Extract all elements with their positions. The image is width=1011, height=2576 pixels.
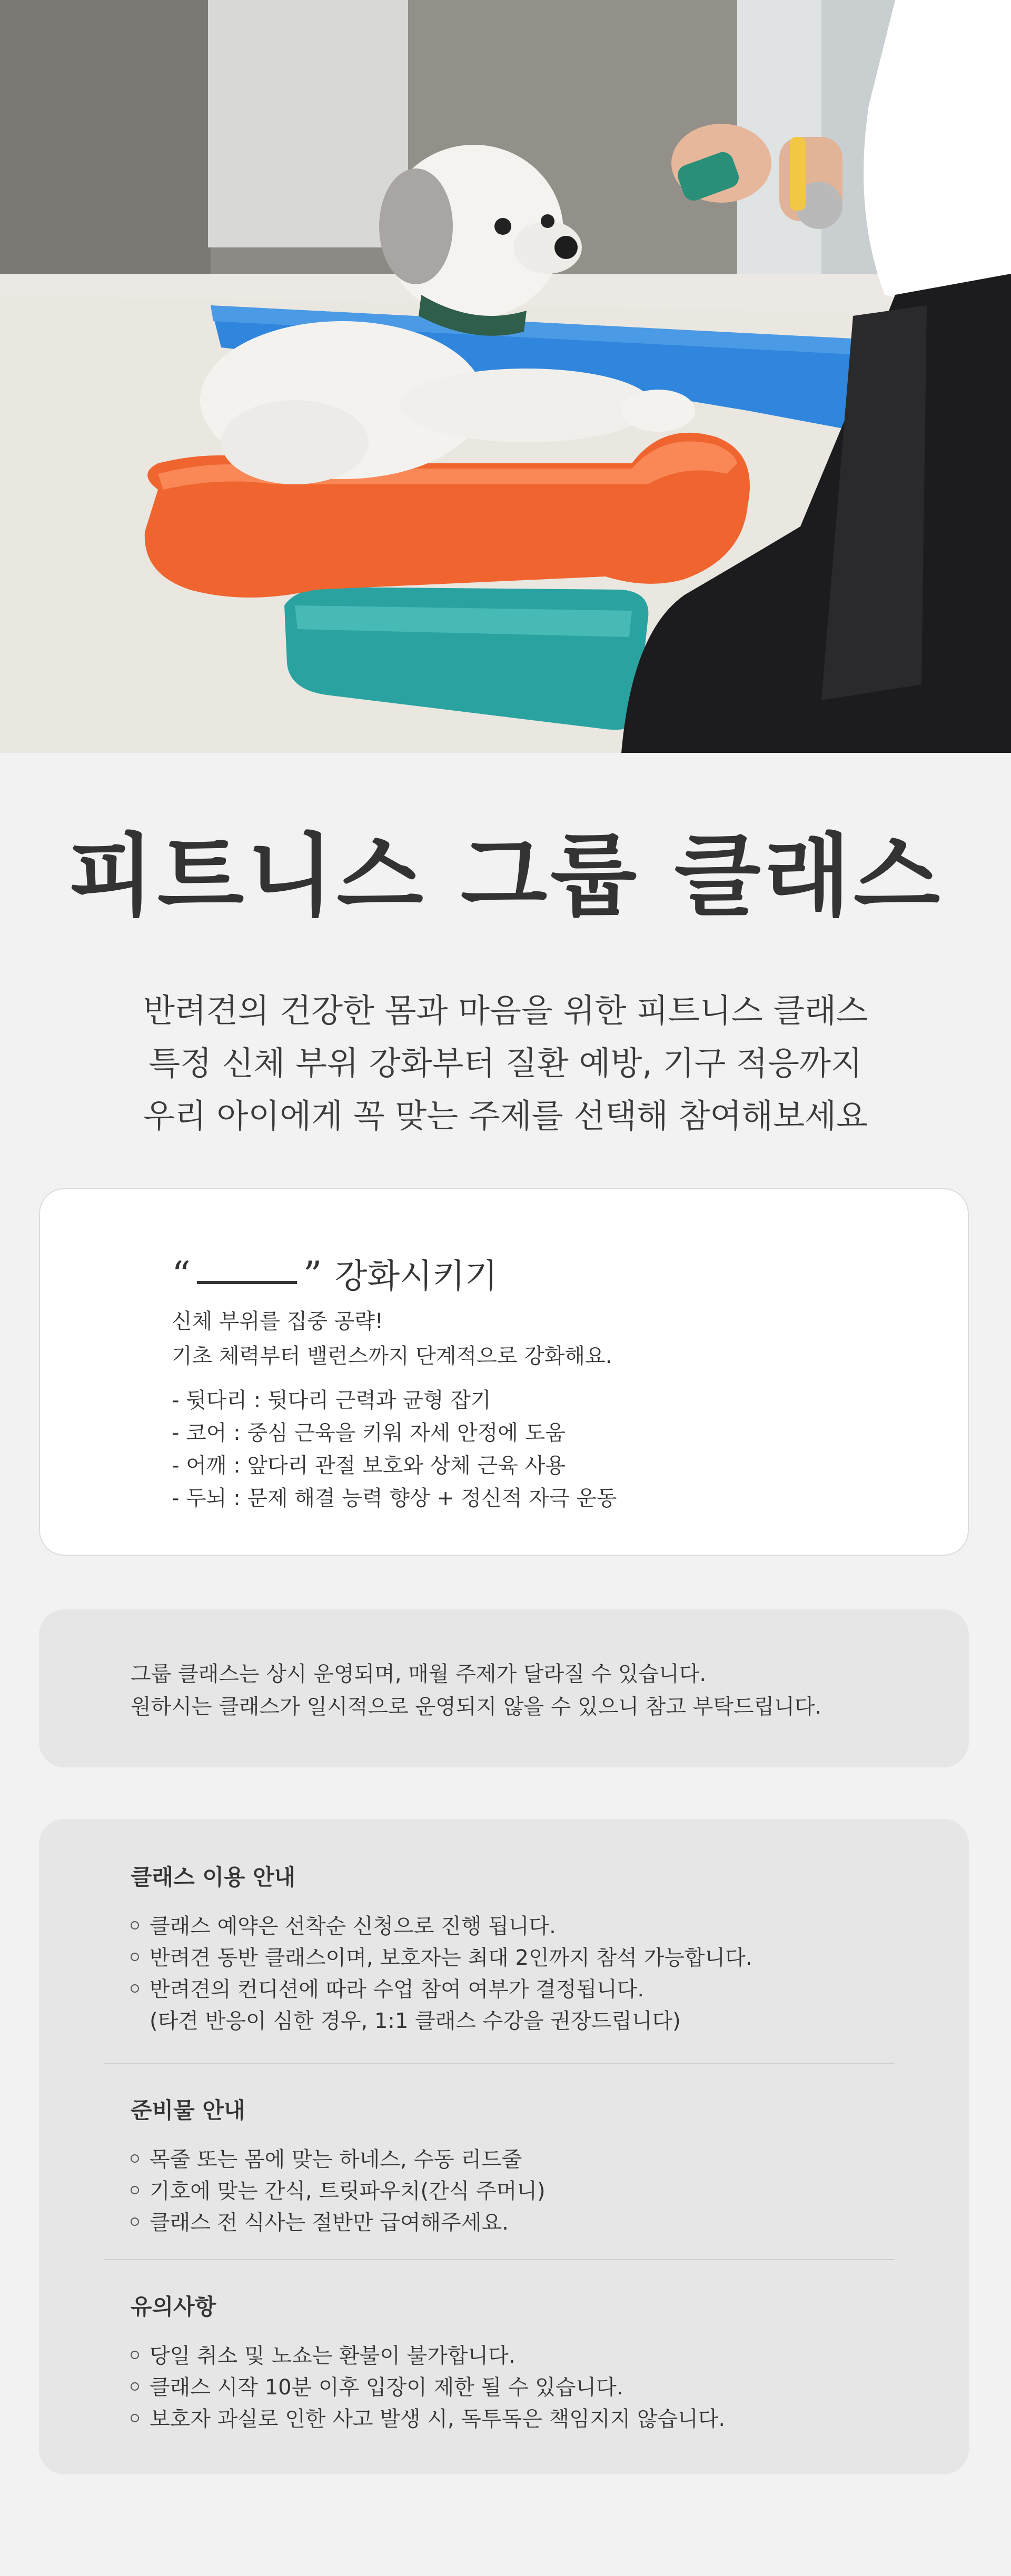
notice-line: 원하시는 클래스가 일시적으로 운영되지 않을 수 있으니 참고 부탁드립니다.	[131, 1695, 822, 1719]
focus-desc-line: 기초 체력부터 밸런스까지 단계적으로 강화해요.	[172, 1344, 612, 1368]
section-heading: 클래스 이용 안내	[131, 1864, 296, 1890]
bullet-circle-icon	[131, 1984, 139, 1993]
fill-in-blank-line	[197, 1279, 297, 1284]
bullet-circle-icon	[131, 2351, 139, 2359]
intro-line: 반려견의 건강한 몸과 마음을 위한 피트니스 클래스	[143, 991, 868, 1030]
list-item-note: (타견 반응이 심한 경우, 1:1 클래스 수강을 권장드립니다)	[150, 2009, 681, 2033]
hero-photo	[0, 0, 1011, 753]
list-item: 반려견의 컨디션에 따라 수업 참여 여부가 결정됩니다.	[131, 1974, 752, 2005]
bullet-circle-icon	[131, 2217, 139, 2226]
class-info-card	[39, 1819, 969, 2474]
list-item: 클래스 예약은 선착순 신청으로 진행 됩니다.	[131, 1911, 752, 1942]
section-heading: 준비물 안내	[131, 2097, 245, 2123]
list-item: 클래스 전 식사는 절반만 급여해주세요.	[131, 2207, 546, 2239]
list-item: 보호자 과실로 인한 사고 발생 시, 독투독은 책임지지 않습니다.	[131, 2403, 725, 2435]
list-item: 반려견 동반 클래스이며, 보호자는 최대 2인까지 참석 가능합니다.	[131, 1942, 752, 1974]
list-item: - 두뇌 : 문제 해결 능력 향상 + 정신적 자극 운동	[172, 1486, 617, 1510]
usage-guide-section	[131, 1866, 752, 2037]
page-title: 피트니스 그룹 클래스	[67, 824, 944, 929]
caution-section	[131, 2296, 725, 2435]
bullet-circle-icon	[131, 2186, 139, 2194]
focus-desc-line: 신체 부위를 집중 공략!	[172, 1309, 383, 1334]
preparation-section	[131, 2097, 546, 2239]
focus-title: 강화시키기	[334, 1257, 498, 1296]
intro-line: 우리 아이에게 꼭 맞는 주제를 선택해 참여해보세요	[143, 1097, 868, 1135]
section-heading: 유의사항	[131, 2294, 216, 2320]
focus-heading	[172, 1236, 498, 1297]
operation-notice-card	[39, 1609, 969, 1767]
dog-balance-illustration	[0, 0, 1011, 753]
list-item: - 어깨 : 앞다리 관절 보호와 상체 근육 사용	[172, 1454, 566, 1478]
bullet-circle-icon	[131, 1953, 139, 1961]
list-item: 당일 취소 및 노쇼는 환불이 불가합니다.	[131, 2340, 725, 2372]
section-divider	[104, 2259, 894, 2260]
bullet-circle-icon	[131, 1921, 139, 1929]
notice-line: 그룹 클래스는 상시 운영되며, 매월 주제가 달라질 수 있습니다.	[131, 1662, 707, 1686]
list-item: - 뒷다리 : 뒷다리 근력과 균형 잡기	[172, 1388, 491, 1413]
intro-line: 특정 신체 부위 강화부터 질환 예방, 기구 적응까지	[148, 1044, 863, 1082]
bullet-circle-icon	[131, 2154, 139, 2163]
close-quote: ”	[303, 1254, 322, 1297]
notice-text	[131, 1658, 821, 1723]
list-item: 목줄 또는 몸에 맞는 하네스, 수동 리드줄	[131, 2144, 546, 2175]
section-divider	[104, 2063, 894, 2064]
list-item: 클래스 시작 10분 이후 입장이 제한 될 수 있습니다.	[131, 2372, 725, 2403]
focus-class-card	[39, 1188, 969, 1556]
bullet-circle-icon	[131, 2414, 139, 2422]
focus-description	[172, 1304, 612, 1374]
bullet-circle-icon	[131, 2382, 139, 2391]
list-item: 기호에 맞는 간식, 트릿파우치(간식 주머니)	[131, 2175, 546, 2207]
list-item: - 코어 : 중심 근육을 키워 자세 안정에 도움	[172, 1421, 566, 1445]
intro-text	[0, 984, 1011, 1142]
open-quote: “	[172, 1254, 191, 1297]
focus-body-part-list	[172, 1384, 617, 1515]
